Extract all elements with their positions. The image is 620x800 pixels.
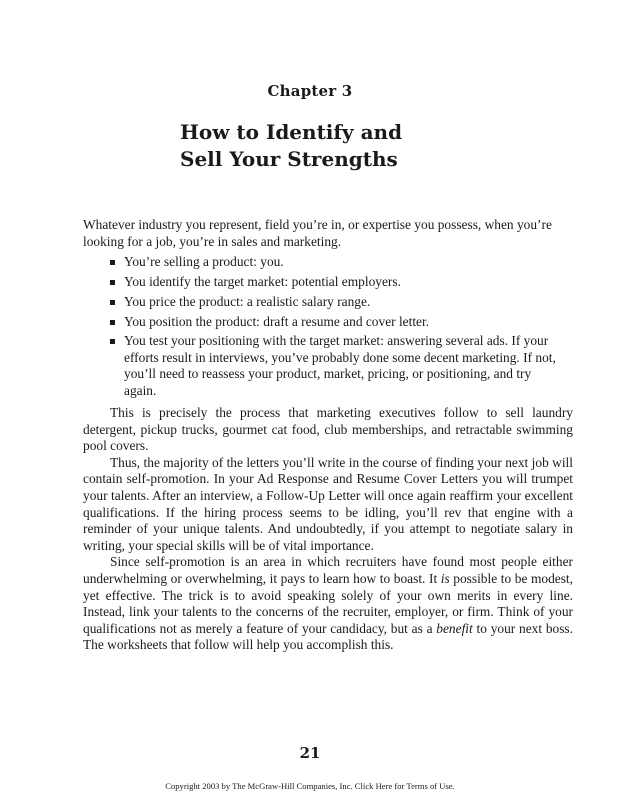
bullet-icon bbox=[110, 300, 115, 305]
body-paragraph-1: This is precisely the process that marketing executives follow to sell laundry detergent, pickup trucks, gourmet cat food, club memberships, and retractable swimming pool covers. bbox=[83, 405, 573, 454]
chapter-title-line-2: Sell Your Strengths bbox=[180, 147, 398, 171]
bullet-icon bbox=[110, 339, 115, 344]
paragraph-3-part-a: Since self-promotion is an area in which recruiters have found most people either underwhelming or overwhelming, it pays to learn how to boast. It bbox=[83, 554, 573, 586]
body-paragraph-3 bbox=[83, 554, 573, 654]
bullet-text: You price the product: a realistic salary range. bbox=[124, 293, 371, 309]
list-item bbox=[124, 333, 564, 399]
bullet-text: You’re selling a product: you. bbox=[124, 254, 284, 270]
emphasis-is: is bbox=[440, 570, 450, 586]
bullet-list bbox=[83, 254, 564, 399]
bullet-text: You identify the target market: potential employers. bbox=[124, 273, 401, 289]
paragraph-3-part-b: possible to be modest, yet effective. The trick is to avoid speaking solely of your own merits in every line. Instead, link your talents to the concerns of the recruiter, employer, or firm. Think of your qualifications not as merely a feature of your candidacy, but as a bbox=[83, 570, 573, 636]
paragraph-3-part-c: to your next boss. The worksheets that follow will help you accomplish this. bbox=[83, 620, 573, 653]
chapter-label: Chapter 3 bbox=[267, 82, 353, 100]
bullet-text: You position the product: draft a resume and cover letter. bbox=[124, 313, 430, 329]
bullet-text: You test your positioning with the target market: answering several ads. If your efforts result in interviews, you’ve probably done some decent marketing. If not, you’ll need to reassess your product, market, pricing, or positioning, and try again. bbox=[124, 333, 556, 398]
intro-paragraph: Whatever industry you represent, field you’re in, or expertise you possess, when you’re looking for a job, you’re in sales and marketing. bbox=[83, 217, 552, 249]
list-item bbox=[124, 274, 564, 290]
chapter-title-line-1: How to Identify and bbox=[180, 120, 403, 144]
body-text bbox=[83, 217, 573, 654]
emphasis-benefit: benefit bbox=[436, 620, 473, 636]
page-number: 21 bbox=[299, 744, 321, 762]
list-item bbox=[124, 314, 564, 330]
list-item bbox=[124, 254, 564, 270]
bullet-icon bbox=[110, 260, 115, 265]
body-paragraph-2: Thus, the majority of the letters you’ll write in the course of finding your next job will contain self-promotion. In your Ad Response and Resume Cover Letters you will trumpet your talents. After an interview, a Follow-Up Letter will once again reaffirm your excellent qualifications. If the hiring process seems to be idling, you’ll rev that engine with a reminder of your unique talents. And undoubtedly, if you attempt to negotiate salary in writing, your special skills will be of vital importance. bbox=[83, 454, 573, 553]
bullet-icon bbox=[110, 320, 115, 325]
terms-of-use-link[interactable]: Copyright 2003 by The McGraw-Hill Companies, Inc. Click Here for Terms of Use. bbox=[165, 781, 455, 791]
copyright-notice[interactable] bbox=[0, 781, 620, 791]
bullet-icon bbox=[110, 280, 115, 285]
chapter-title bbox=[180, 119, 402, 173]
list-item bbox=[124, 294, 564, 310]
